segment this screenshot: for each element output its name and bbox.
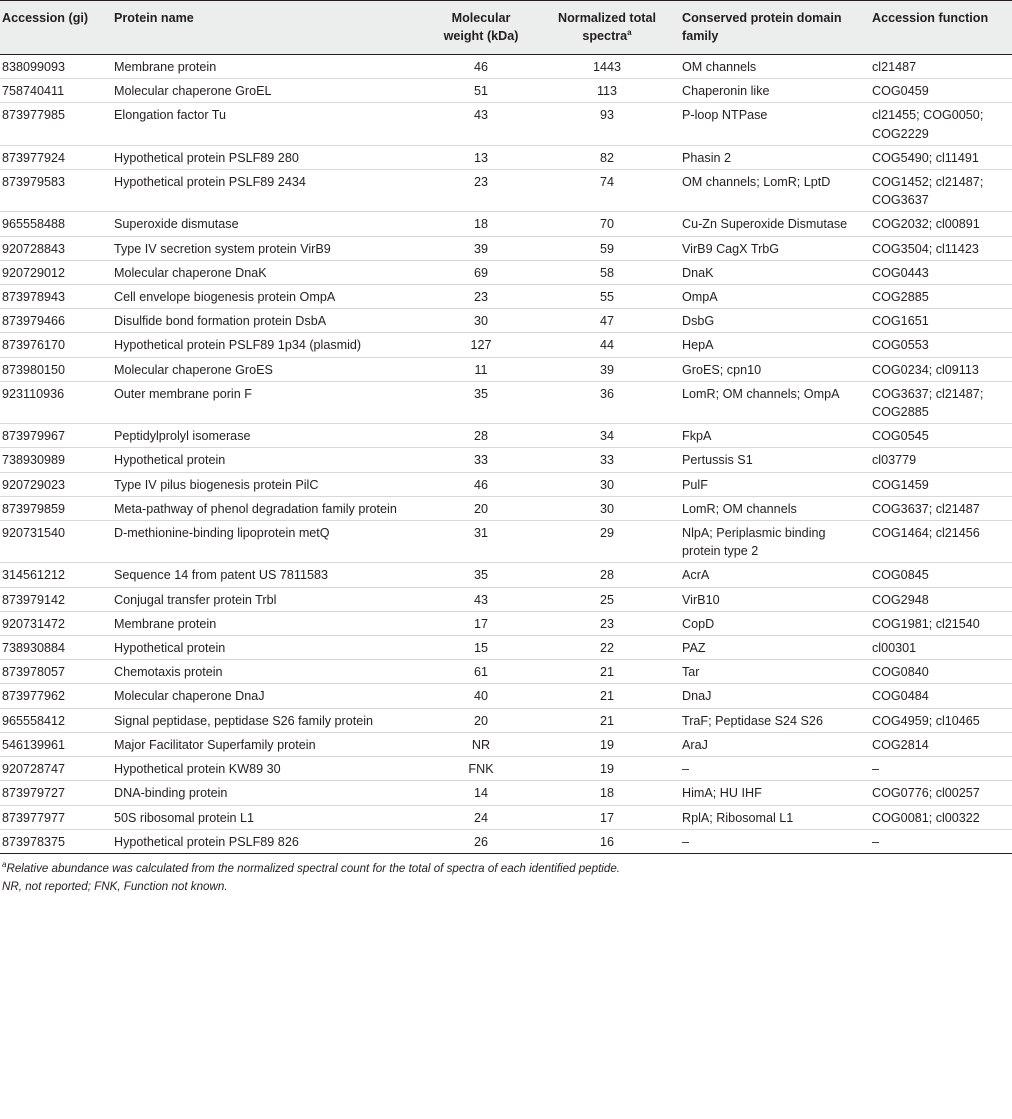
cell-molecular-weight: 46 [426, 472, 536, 496]
cell-normalized-spectra: 30 [536, 496, 678, 520]
table-row [0, 212, 1012, 236]
cell-normalized-spectra: 21 [536, 708, 678, 732]
table-row [0, 170, 1012, 212]
cell-molecular-weight: 46 [426, 55, 536, 79]
cell-accession-function: cl03779 [868, 448, 1012, 472]
cell-domain-family: OM channels [678, 55, 868, 79]
cell-accession-function: COG1464; cl21456 [868, 521, 1012, 563]
cell-accession-function: cl21455; COG0050; COG2229 [868, 103, 1012, 145]
cell-accession-function: COG2032; cl00891 [868, 212, 1012, 236]
table-row [0, 708, 1012, 732]
cell-accession-function: COG3637; cl21487; COG2885 [868, 381, 1012, 423]
cell-accession-function: cl00301 [868, 636, 1012, 660]
cell-protein-name: Molecular chaperone GroES [110, 357, 426, 381]
cell-molecular-weight: 28 [426, 424, 536, 448]
cell-accession-function: COG3637; cl21487 [868, 496, 1012, 520]
cell-accession: 965558412 [0, 708, 110, 732]
table-row [0, 236, 1012, 260]
cell-molecular-weight: 127 [426, 333, 536, 357]
footnote-a [2, 860, 1010, 878]
table-footnotes [0, 854, 1012, 896]
cell-protein-name: Meta-pathway of phenol degradation family protein [110, 496, 426, 520]
header-accession-function: Accession function [868, 1, 1012, 55]
table-row [0, 357, 1012, 381]
cell-molecular-weight: 69 [426, 260, 536, 284]
cell-normalized-spectra: 93 [536, 103, 678, 145]
cell-accession: 920729023 [0, 472, 110, 496]
table-row [0, 781, 1012, 805]
cell-protein-name: Type IV pilus biogenesis protein PilC [110, 472, 426, 496]
cell-accession: 873979583 [0, 170, 110, 212]
cell-domain-family: DnaK [678, 260, 868, 284]
cell-molecular-weight: 20 [426, 708, 536, 732]
cell-accession-function: COG1981; cl21540 [868, 611, 1012, 635]
cell-domain-family: Phasin 2 [678, 145, 868, 169]
cell-molecular-weight: 61 [426, 660, 536, 684]
cell-molecular-weight: 35 [426, 381, 536, 423]
cell-normalized-spectra: 58 [536, 260, 678, 284]
cell-normalized-spectra: 47 [536, 309, 678, 333]
cell-accession: 873978943 [0, 285, 110, 309]
cell-accession-function: COG2885 [868, 285, 1012, 309]
cell-molecular-weight: 40 [426, 684, 536, 708]
table-row [0, 563, 1012, 587]
table-row [0, 611, 1012, 635]
cell-protein-name: Hypothetical protein [110, 448, 426, 472]
cell-accession: 923110936 [0, 381, 110, 423]
cell-accession-function: COG3504; cl11423 [868, 236, 1012, 260]
cell-accession: 838099093 [0, 55, 110, 79]
cell-domain-family: Tar [678, 660, 868, 684]
cell-molecular-weight: 18 [426, 212, 536, 236]
cell-accession: 873977962 [0, 684, 110, 708]
cell-accession-function: – [868, 757, 1012, 781]
cell-normalized-spectra: 29 [536, 521, 678, 563]
cell-domain-family: AraJ [678, 732, 868, 756]
cell-molecular-weight: 24 [426, 805, 536, 829]
cell-molecular-weight: 26 [426, 829, 536, 853]
header-molecular-weight: Molecular weight (kDa) [426, 1, 536, 55]
cell-domain-family: GroES; cpn10 [678, 357, 868, 381]
cell-accession-function: COG1459 [868, 472, 1012, 496]
cell-molecular-weight: 17 [426, 611, 536, 635]
cell-molecular-weight: 51 [426, 79, 536, 103]
cell-domain-family: OmpA [678, 285, 868, 309]
cell-normalized-spectra: 18 [536, 781, 678, 805]
table-row [0, 260, 1012, 284]
cell-accession-function: COG0845 [868, 563, 1012, 587]
table-row [0, 732, 1012, 756]
cell-accession: 920729012 [0, 260, 110, 284]
header-accession: Accession (gi) [0, 1, 110, 55]
cell-normalized-spectra: 36 [536, 381, 678, 423]
cell-normalized-spectra: 59 [536, 236, 678, 260]
table-row [0, 496, 1012, 520]
cell-protein-name: Signal peptidase, peptidase S26 family protein [110, 708, 426, 732]
cell-protein-name: Conjugal transfer protein Trbl [110, 587, 426, 611]
cell-protein-name: Outer membrane porin F [110, 381, 426, 423]
cell-normalized-spectra: 25 [536, 587, 678, 611]
table-row [0, 145, 1012, 169]
cell-molecular-weight: 43 [426, 587, 536, 611]
cell-accession: 738930884 [0, 636, 110, 660]
cell-normalized-spectra: 17 [536, 805, 678, 829]
cell-accession: 920731472 [0, 611, 110, 635]
cell-accession: 873976170 [0, 333, 110, 357]
cell-molecular-weight: 31 [426, 521, 536, 563]
cell-accession-function: COG0776; cl00257 [868, 781, 1012, 805]
cell-protein-name: Hypothetical protein PSLF89 826 [110, 829, 426, 853]
table-header-row [0, 1, 1012, 55]
cell-domain-family: VirB10 [678, 587, 868, 611]
cell-protein-name: Molecular chaperone DnaJ [110, 684, 426, 708]
cell-molecular-weight: 43 [426, 103, 536, 145]
cell-molecular-weight: 30 [426, 309, 536, 333]
cell-normalized-spectra: 82 [536, 145, 678, 169]
cell-domain-family: HimA; HU IHF [678, 781, 868, 805]
cell-accession: 873979967 [0, 424, 110, 448]
header-normalized-spectra [536, 1, 678, 55]
cell-accession-function: COG0553 [868, 333, 1012, 357]
cell-accession: 873979727 [0, 781, 110, 805]
table-row [0, 829, 1012, 853]
cell-molecular-weight: 15 [426, 636, 536, 660]
cell-normalized-spectra: 70 [536, 212, 678, 236]
cell-domain-family: PulF [678, 472, 868, 496]
cell-molecular-weight: 39 [426, 236, 536, 260]
cell-accession: 873979466 [0, 309, 110, 333]
cell-normalized-spectra: 21 [536, 660, 678, 684]
cell-accession: 873978057 [0, 660, 110, 684]
cell-domain-family: NlpA; Periplasmic binding protein type 2 [678, 521, 868, 563]
table-row [0, 448, 1012, 472]
cell-molecular-weight: 33 [426, 448, 536, 472]
cell-domain-family: Cu-Zn Superoxide Dismutase [678, 212, 868, 236]
cell-molecular-weight: 35 [426, 563, 536, 587]
table-row [0, 521, 1012, 563]
cell-normalized-spectra: 55 [536, 285, 678, 309]
cell-accession: 546139961 [0, 732, 110, 756]
cell-accession-function: COG0443 [868, 260, 1012, 284]
cell-domain-family: HepA [678, 333, 868, 357]
cell-protein-name: Molecular chaperone DnaK [110, 260, 426, 284]
cell-normalized-spectra: 16 [536, 829, 678, 853]
cell-protein-name: Membrane protein [110, 611, 426, 635]
cell-accession: 920731540 [0, 521, 110, 563]
cell-domain-family: Chaperonin like [678, 79, 868, 103]
cell-normalized-spectra: 30 [536, 472, 678, 496]
cell-accession: 920728747 [0, 757, 110, 781]
cell-domain-family: – [678, 757, 868, 781]
cell-accession-function: COG0545 [868, 424, 1012, 448]
cell-protein-name: Sequence 14 from patent US 7811583 [110, 563, 426, 587]
cell-accession: 873978375 [0, 829, 110, 853]
cell-domain-family: LomR; OM channels [678, 496, 868, 520]
cell-accession-function: COG0840 [868, 660, 1012, 684]
cell-normalized-spectra: 113 [536, 79, 678, 103]
table-row [0, 285, 1012, 309]
table-row [0, 309, 1012, 333]
cell-accession: 965558488 [0, 212, 110, 236]
cell-accession: 920728843 [0, 236, 110, 260]
cell-normalized-spectra: 28 [536, 563, 678, 587]
cell-accession-function: COG0081; cl00322 [868, 805, 1012, 829]
cell-domain-family: OM channels; LomR; LptD [678, 170, 868, 212]
cell-domain-family: CopD [678, 611, 868, 635]
cell-protein-name: Hypothetical protein PSLF89 280 [110, 145, 426, 169]
table-row [0, 472, 1012, 496]
cell-domain-family: – [678, 829, 868, 853]
cell-accession-function: COG0234; cl09113 [868, 357, 1012, 381]
cell-molecular-weight: 11 [426, 357, 536, 381]
cell-protein-name: D-methionine-binding lipoprotein metQ [110, 521, 426, 563]
cell-accession-function: COG0459 [868, 79, 1012, 103]
cell-molecular-weight: 23 [426, 285, 536, 309]
cell-accession: 758740411 [0, 79, 110, 103]
cell-normalized-spectra: 33 [536, 448, 678, 472]
cell-protein-name: Elongation factor Tu [110, 103, 426, 145]
cell-protein-name: Hypothetical protein [110, 636, 426, 660]
cell-domain-family: TraF; Peptidase S24 S26 [678, 708, 868, 732]
cell-normalized-spectra: 34 [536, 424, 678, 448]
cell-normalized-spectra: 19 [536, 732, 678, 756]
cell-molecular-weight: 20 [426, 496, 536, 520]
cell-accession: 314561212 [0, 563, 110, 587]
cell-domain-family: AcrA [678, 563, 868, 587]
table-row [0, 757, 1012, 781]
cell-protein-name: Major Facilitator Superfamily protein [110, 732, 426, 756]
cell-accession-function: COG5490; cl11491 [868, 145, 1012, 169]
cell-protein-name: Membrane protein [110, 55, 426, 79]
cell-accession-function: COG1651 [868, 309, 1012, 333]
cell-protein-name: DNA-binding protein [110, 781, 426, 805]
table-body [0, 55, 1012, 854]
cell-domain-family: RplA; Ribosomal L1 [678, 805, 868, 829]
header-domain-family: Conserved protein domain family [678, 1, 868, 55]
table-row [0, 587, 1012, 611]
cell-domain-family: LomR; OM channels; OmpA [678, 381, 868, 423]
table-row [0, 333, 1012, 357]
cell-accession-function: COG4959; cl10465 [868, 708, 1012, 732]
cell-accession-function: cl21487 [868, 55, 1012, 79]
footnote-a-text: Relative abundance was calculated from the normalized spectral count for the total of spectra of each identified peptide. [6, 861, 620, 875]
cell-protein-name: Cell envelope biogenesis protein OmpA [110, 285, 426, 309]
cell-molecular-weight: 13 [426, 145, 536, 169]
cell-normalized-spectra: 22 [536, 636, 678, 660]
cell-domain-family: VirB9 CagX TrbG [678, 236, 868, 260]
cell-domain-family: FkpA [678, 424, 868, 448]
cell-molecular-weight: FNK [426, 757, 536, 781]
table-row [0, 103, 1012, 145]
cell-normalized-spectra: 21 [536, 684, 678, 708]
table-row [0, 684, 1012, 708]
cell-normalized-spectra: 1443 [536, 55, 678, 79]
cell-accession: 738930989 [0, 448, 110, 472]
cell-domain-family: P-loop NTPase [678, 103, 868, 145]
table-row [0, 424, 1012, 448]
cell-accession-function: COG2948 [868, 587, 1012, 611]
cell-molecular-weight: 23 [426, 170, 536, 212]
cell-normalized-spectra: 44 [536, 333, 678, 357]
cell-accession-function: COG1452; cl21487; COG3637 [868, 170, 1012, 212]
cell-protein-name: Hypothetical protein PSLF89 2434 [110, 170, 426, 212]
cell-accession: 873977977 [0, 805, 110, 829]
table-row [0, 79, 1012, 103]
cell-protein-name: Disulfide bond formation protein DsbA [110, 309, 426, 333]
cell-molecular-weight: NR [426, 732, 536, 756]
cell-accession: 873979142 [0, 587, 110, 611]
cell-protein-name: Hypothetical protein PSLF89 1p34 (plasmid) [110, 333, 426, 357]
footnote-marker: a [627, 27, 632, 37]
cell-accession: 873977924 [0, 145, 110, 169]
cell-protein-name: Molecular chaperone GroEL [110, 79, 426, 103]
cell-domain-family: DsbG [678, 309, 868, 333]
cell-domain-family: Pertussis S1 [678, 448, 868, 472]
cell-domain-family: PAZ [678, 636, 868, 660]
cell-accession-function: – [868, 829, 1012, 853]
cell-normalized-spectra: 19 [536, 757, 678, 781]
header-normalized-spectra-label: Normalized total spectra [558, 11, 656, 43]
table-row [0, 660, 1012, 684]
cell-protein-name: Superoxide dismutase [110, 212, 426, 236]
cell-normalized-spectra: 23 [536, 611, 678, 635]
cell-molecular-weight: 14 [426, 781, 536, 805]
cell-protein-name: Type IV secretion system protein VirB9 [110, 236, 426, 260]
cell-accession: 873977985 [0, 103, 110, 145]
cell-protein-name: 50S ribosomal protein L1 [110, 805, 426, 829]
cell-protein-name: Hypothetical protein KW89 30 [110, 757, 426, 781]
table-row [0, 381, 1012, 423]
cell-accession: 873980150 [0, 357, 110, 381]
header-protein-name: Protein name [110, 1, 426, 55]
cell-normalized-spectra: 39 [536, 357, 678, 381]
cell-protein-name: Chemotaxis protein [110, 660, 426, 684]
table-row [0, 805, 1012, 829]
cell-accession-function: COG2814 [868, 732, 1012, 756]
cell-accession: 873979859 [0, 496, 110, 520]
table-row [0, 636, 1012, 660]
cell-accession-function: COG0484 [868, 684, 1012, 708]
cell-domain-family: DnaJ [678, 684, 868, 708]
cell-normalized-spectra: 74 [536, 170, 678, 212]
footnote-a-marker: a [2, 860, 7, 870]
table-row [0, 55, 1012, 79]
cell-protein-name: Peptidylprolyl isomerase [110, 424, 426, 448]
footnote-abbreviations: NR, not reported; FNK, Function not known. [2, 879, 228, 893]
